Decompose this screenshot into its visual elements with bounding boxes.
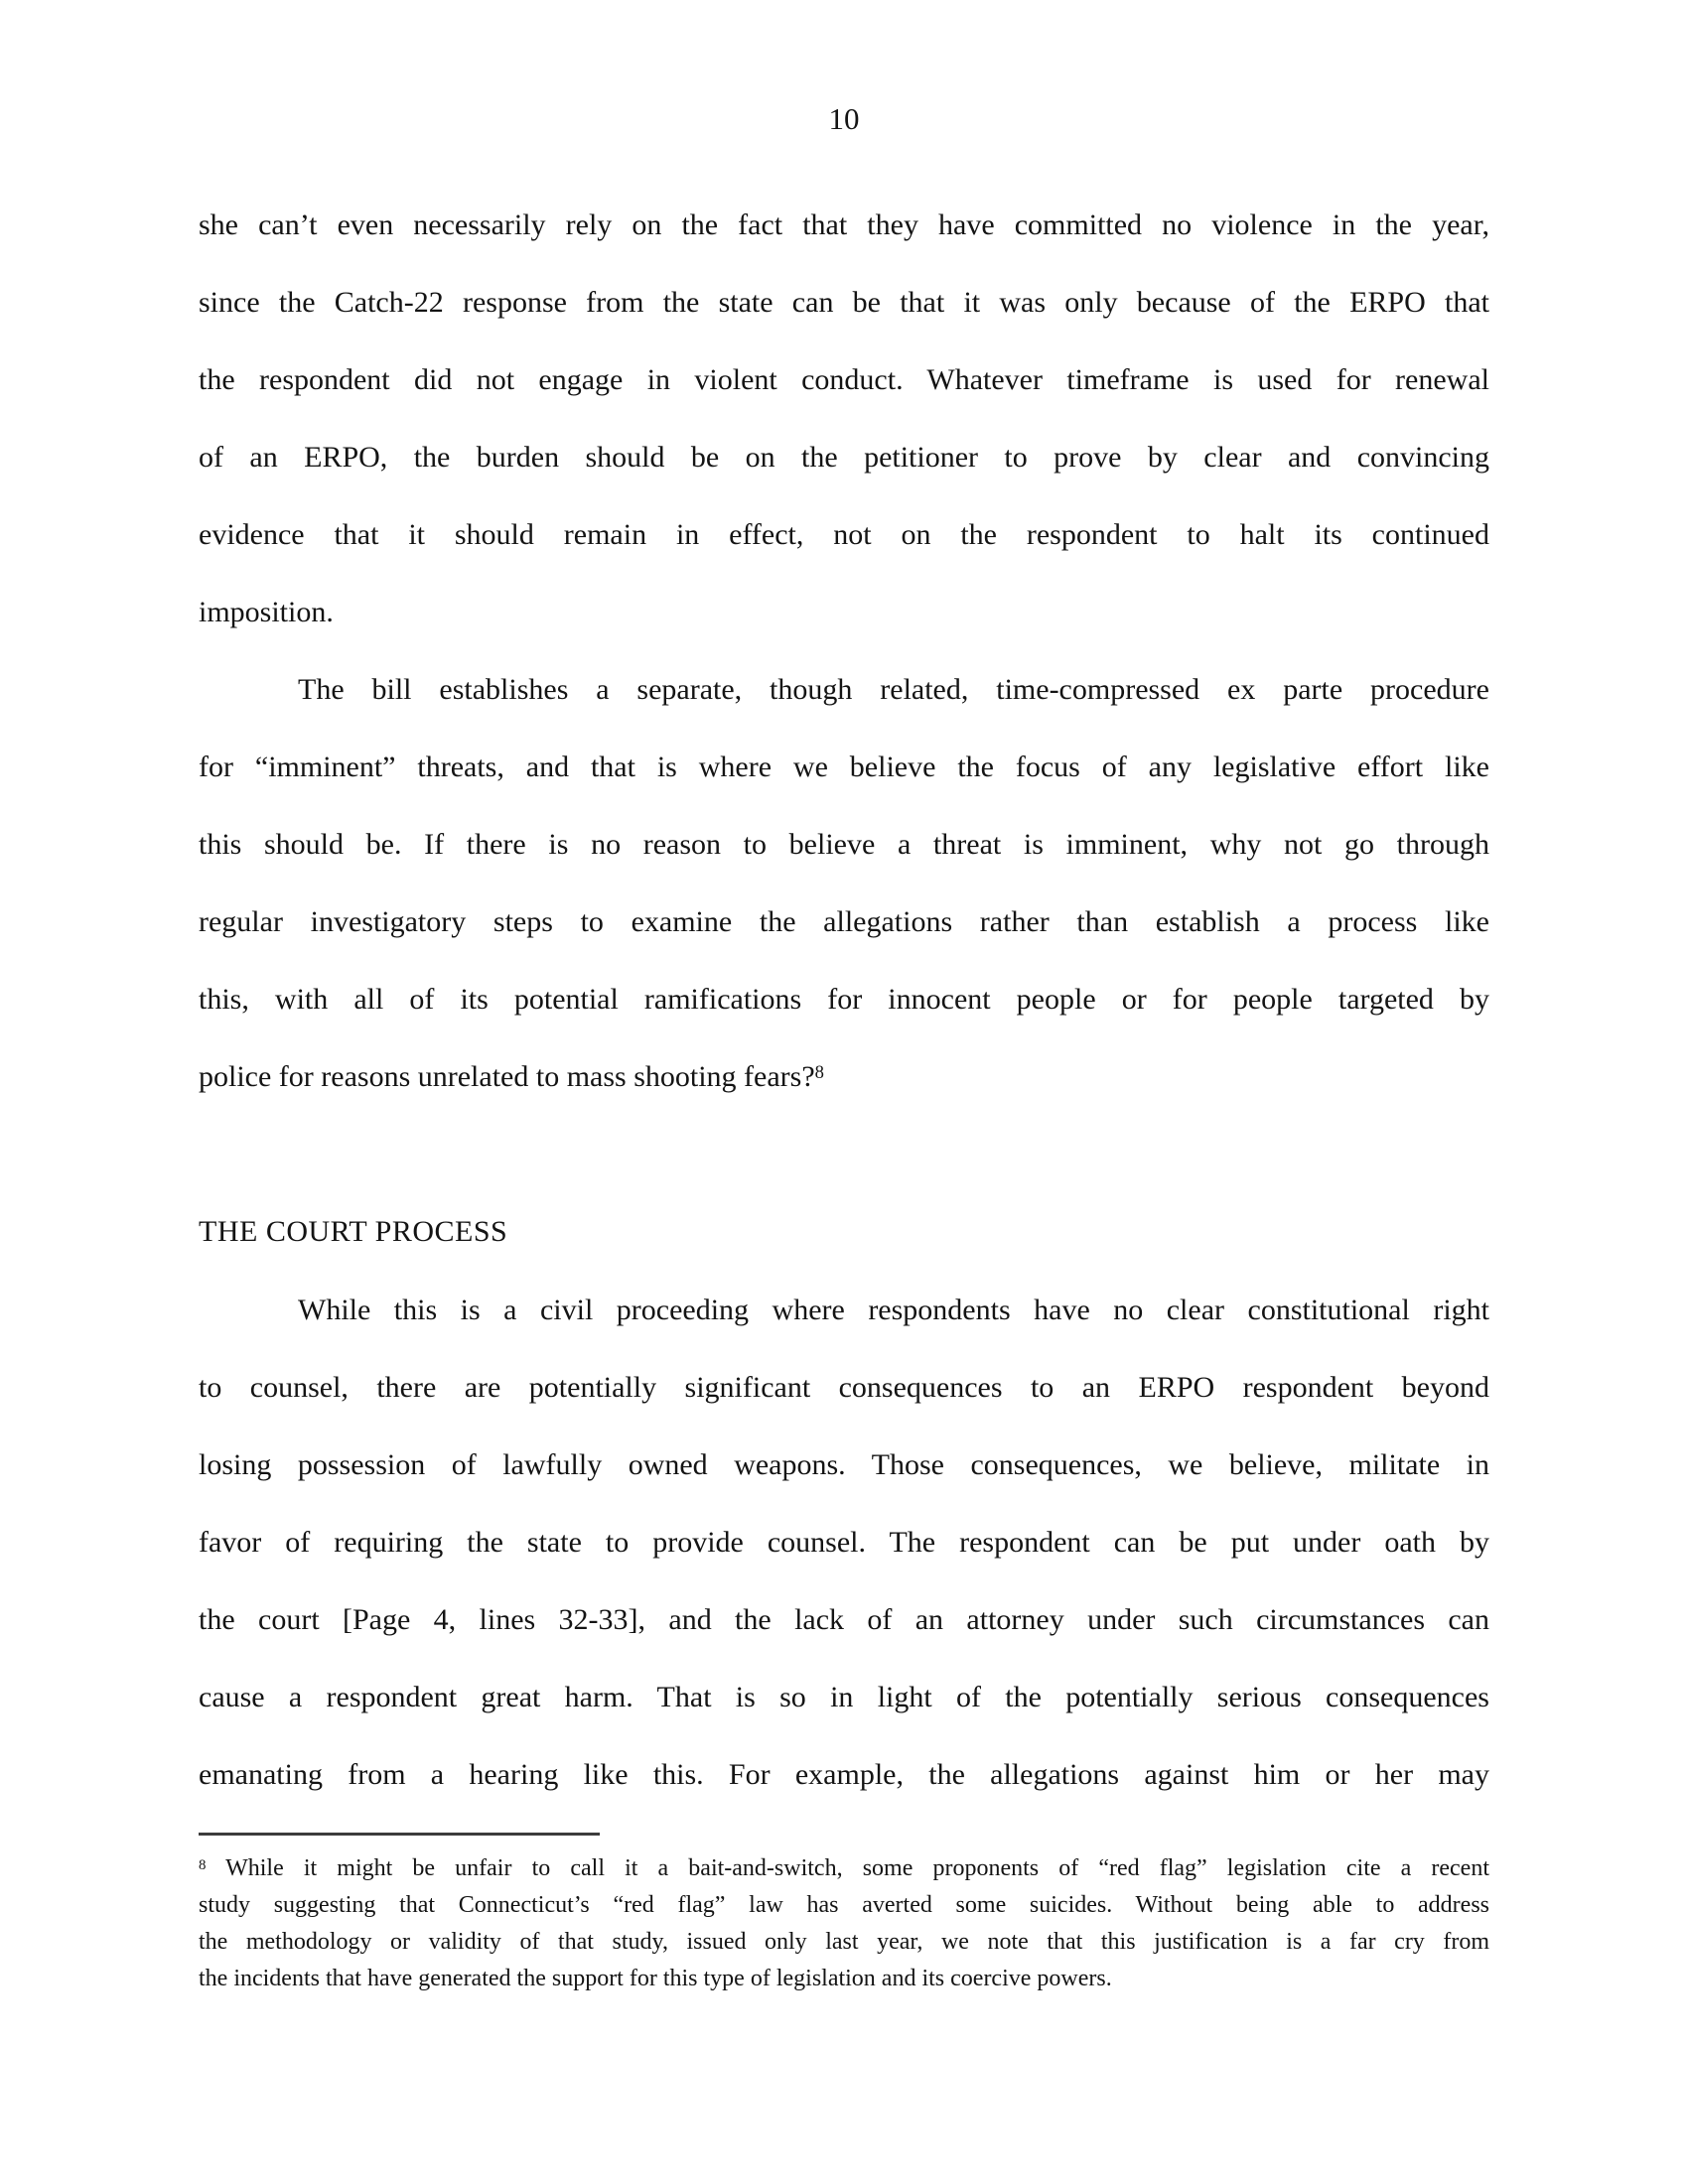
- footnote-separator: [199, 1833, 600, 1836]
- text-line: evidence that it should remain in effect, not on the respondent to halt its continued: [199, 518, 1489, 551]
- text-line: the court [Page 4, lines 32-33], and the lack of an attorney under such circumstances can: [199, 1603, 1489, 1636]
- text-line: $^8$ While it might be unfair to call it a bait-and-switch, some proponents of “red flag” legislation cite a recent: [199, 1855, 1489, 1881]
- footnote-reference: 8: [814, 1062, 824, 1084]
- text-line: this, with all of its potential ramifications for innocent people or for people targeted by: [199, 983, 1489, 1016]
- text-line: the respondent did not engage in violent conduct. Whatever timeframe is used for renewal: [199, 363, 1489, 396]
- text-line: cause a respondent great harm. That is so in light of the potentially serious consequences: [199, 1681, 1489, 1713]
- text-line: imposition.: [199, 596, 334, 628]
- text-line: losing possession of lawfully owned weapons. Those consequences, we believe, militate in: [199, 1448, 1489, 1481]
- text-line: of an ERPO, the burden should be on the petitioner to prove by clear and convincing: [199, 441, 1489, 474]
- text-line: to counsel, there are potentially significant consequences to an ERPO respondent beyond: [199, 1371, 1489, 1404]
- footnote: [199, 1850, 1489, 1997]
- text-line: for “imminent” threats, and that is where we believe the focus of any legislative effort like: [199, 751, 1489, 783]
- text-line: While this is a civil proceeding where respondents have no clear constitutional right: [298, 1294, 1489, 1326]
- text-line: the methodology or validity of that study, issued only last year, we note that this justification is a far cry from: [199, 1929, 1489, 1955]
- text-line: emanating from a hearing like this. For example, the allegations against him or her may: [199, 1758, 1489, 1791]
- body-text-continued: [199, 1272, 1489, 1814]
- body-text: [199, 187, 1489, 1116]
- text-line: favor of requiring the state to provide counsel. The respondent can be put under oath by: [199, 1526, 1489, 1559]
- text-line: The bill establishes a separate, though related, time-compressed ex parte procedure: [298, 673, 1489, 706]
- section-heading: THE COURT PROCESS: [199, 1215, 508, 1248]
- text-line: she can’t even necessarily rely on the fact that they have committed no violence in the year,: [199, 208, 1489, 241]
- footnote-marker: 8: [199, 1856, 207, 1873]
- page-number: 10: [828, 101, 860, 136]
- text-line: since the Catch-22 response from the state can be that it was only because of the ERPO that: [199, 286, 1489, 319]
- text-line: this should be. If there is no reason to believe a threat is imminent, why not go through: [199, 828, 1489, 861]
- text-line: regular investigatory steps to examine the allegations rather than establish a process like: [199, 905, 1489, 938]
- text-line: study suggesting that Connecticut’s “red flag” law has averted some suicides. Without being able to address: [199, 1892, 1489, 1918]
- text-line: the incidents that have generated the support for this type of legislation and its coercive powers.: [199, 1966, 1112, 1991]
- text-line: police for reasons unrelated to mass shooting fears?$^8$: [199, 1060, 824, 1093]
